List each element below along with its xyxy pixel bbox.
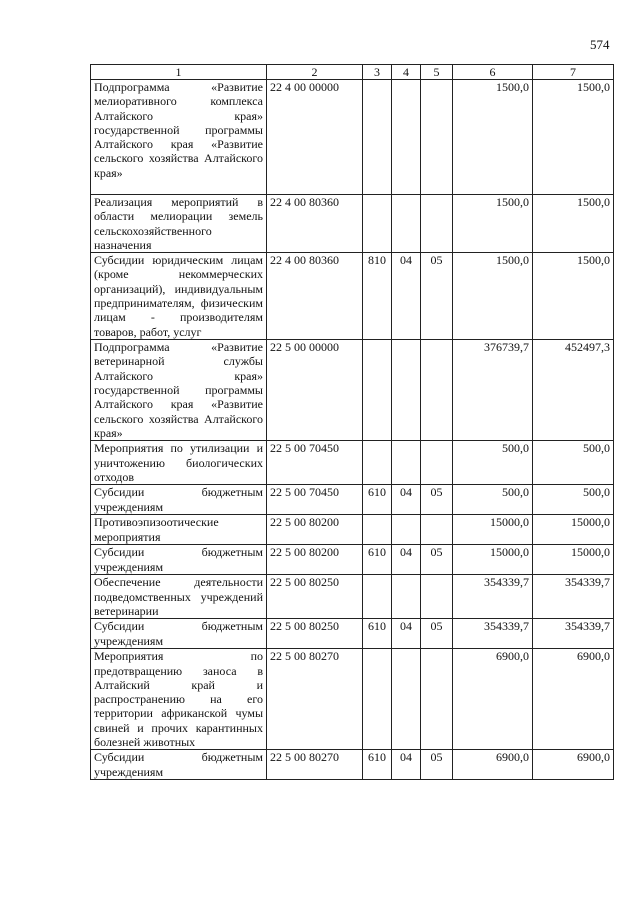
row-amount-6: 6900,0 xyxy=(453,649,533,750)
table-row xyxy=(91,195,614,253)
row-col5 xyxy=(421,340,453,441)
row-code: 22 5 00 70450 xyxy=(267,485,363,515)
row-col3: 610 xyxy=(363,619,392,649)
table-row xyxy=(91,485,614,515)
row-amount-6: 6900,0 xyxy=(453,750,533,780)
row-col5: 05 xyxy=(421,750,453,780)
row-code: 22 5 00 80250 xyxy=(267,575,363,619)
row-col5 xyxy=(421,575,453,619)
table-row xyxy=(91,441,614,485)
header-cell: 3 xyxy=(363,65,392,80)
row-col4 xyxy=(392,80,421,195)
row-code: 22 4 00 80360 xyxy=(267,253,363,340)
row-col4: 04 xyxy=(392,619,421,649)
table-row xyxy=(91,575,614,619)
row-code: 22 5 00 80270 xyxy=(267,649,363,750)
row-amount-7: 500,0 xyxy=(533,441,614,485)
row-col4: 04 xyxy=(392,750,421,780)
row-name: Противоэпизоотические мероприятия xyxy=(91,515,267,545)
row-col3 xyxy=(363,195,392,253)
row-name: Субсидии бюджетным учреждениям xyxy=(91,619,267,649)
row-code: 22 5 00 80200 xyxy=(267,515,363,545)
row-amount-7: 1500,0 xyxy=(533,80,614,195)
row-col3 xyxy=(363,340,392,441)
row-amount-6: 500,0 xyxy=(453,441,533,485)
row-amount-7: 15000,0 xyxy=(533,515,614,545)
table-row xyxy=(91,80,614,195)
row-name: Мероприятия по предотвращению заноса в Алтайский край и распространению на его территории африканской чумы свиней и прочих карантинных болезней животных xyxy=(91,649,267,750)
row-name: Подпрограмма «Развитие ветеринарной службы Алтайского края» государственной программы Алтайского края «Развитие сельского хозяйства Алтайского края» xyxy=(91,340,267,441)
row-col4 xyxy=(392,340,421,441)
row-amount-7: 500,0 xyxy=(533,485,614,515)
row-code: 22 5 00 80200 xyxy=(267,545,363,575)
row-col4: 04 xyxy=(392,485,421,515)
row-code: 22 5 00 80250 xyxy=(267,619,363,649)
row-col5 xyxy=(421,441,453,485)
row-code: 22 4 00 80360 xyxy=(267,195,363,253)
row-name: Мероприятия по утилизации и уничтожению биологических отходов xyxy=(91,441,267,485)
row-col5: 05 xyxy=(421,545,453,575)
row-col3 xyxy=(363,80,392,195)
row-col4 xyxy=(392,575,421,619)
row-col3 xyxy=(363,515,392,545)
row-name: Субсидии бюджетным учреждениям xyxy=(91,485,267,515)
row-amount-6: 354339,7 xyxy=(453,619,533,649)
row-col5 xyxy=(421,515,453,545)
row-col4 xyxy=(392,441,421,485)
header-cell: 1 xyxy=(91,65,267,80)
row-name: Подпрограмма «Развитие мелиоративного комплекса Алтайского края» государственной программы Алтайского края «Развитие сельского хозяйства Алтайского края» xyxy=(91,80,267,195)
row-col5: 05 xyxy=(421,619,453,649)
row-amount-7: 452497,3 xyxy=(533,340,614,441)
table-row xyxy=(91,515,614,545)
row-col3 xyxy=(363,575,392,619)
budget-table xyxy=(90,64,614,780)
row-col5 xyxy=(421,80,453,195)
table-row xyxy=(91,619,614,649)
table-row xyxy=(91,340,614,441)
row-col4 xyxy=(392,195,421,253)
row-amount-6: 15000,0 xyxy=(453,515,533,545)
header-cell: 6 xyxy=(453,65,533,80)
header-cell: 5 xyxy=(421,65,453,80)
row-col5 xyxy=(421,649,453,750)
row-amount-7: 6900,0 xyxy=(533,750,614,780)
row-code: 22 5 00 70450 xyxy=(267,441,363,485)
row-code: 22 5 00 80270 xyxy=(267,750,363,780)
row-col3: 610 xyxy=(363,750,392,780)
row-col3: 810 xyxy=(363,253,392,340)
row-col3 xyxy=(363,441,392,485)
row-name: Субсидии бюджетным учреждениям xyxy=(91,545,267,575)
row-amount-7: 6900,0 xyxy=(533,649,614,750)
row-amount-7: 354339,7 xyxy=(533,575,614,619)
row-amount-7: 15000,0 xyxy=(533,545,614,575)
row-col4 xyxy=(392,649,421,750)
row-name: Реализация мероприятий в области мелиорации земель сельскохозяйственного назначения xyxy=(91,195,267,253)
row-code: 22 5 00 00000 xyxy=(267,340,363,441)
header-row xyxy=(91,65,614,80)
row-col4: 04 xyxy=(392,253,421,340)
row-amount-7: 1500,0 xyxy=(533,195,614,253)
row-col5: 05 xyxy=(421,253,453,340)
row-col3 xyxy=(363,649,392,750)
row-amount-6: 1500,0 xyxy=(453,253,533,340)
row-amount-6: 376739,7 xyxy=(453,340,533,441)
row-col4: 04 xyxy=(392,545,421,575)
row-col3: 610 xyxy=(363,545,392,575)
row-name: Обеспечение деятельности подведомственных учреждений ветеринарии xyxy=(91,575,267,619)
table-row xyxy=(91,649,614,750)
header-cell: 2 xyxy=(267,65,363,80)
table-row xyxy=(91,253,614,340)
row-col5 xyxy=(421,195,453,253)
row-amount-6: 354339,7 xyxy=(453,575,533,619)
row-amount-7: 1500,0 xyxy=(533,253,614,340)
row-name: Субсидии бюджетным учреждениям xyxy=(91,750,267,780)
header-cell: 7 xyxy=(533,65,614,80)
row-amount-6: 15000,0 xyxy=(453,545,533,575)
row-amount-7: 354339,7 xyxy=(533,619,614,649)
row-amount-6: 500,0 xyxy=(453,485,533,515)
row-col3: 610 xyxy=(363,485,392,515)
page-number: 574 xyxy=(590,37,610,52)
row-col4 xyxy=(392,515,421,545)
row-name: Субсидии юридическим лицам (кроме некоммерческих организаций), индивидуальным предпринимателям, физическим лицам - производителям товаров, работ, услуг xyxy=(91,253,267,340)
table-row xyxy=(91,545,614,575)
row-code: 22 4 00 00000 xyxy=(267,80,363,195)
row-amount-6: 1500,0 xyxy=(453,80,533,195)
table-row xyxy=(91,750,614,780)
header-cell: 4 xyxy=(392,65,421,80)
row-col5: 05 xyxy=(421,485,453,515)
row-amount-6: 1500,0 xyxy=(453,195,533,253)
